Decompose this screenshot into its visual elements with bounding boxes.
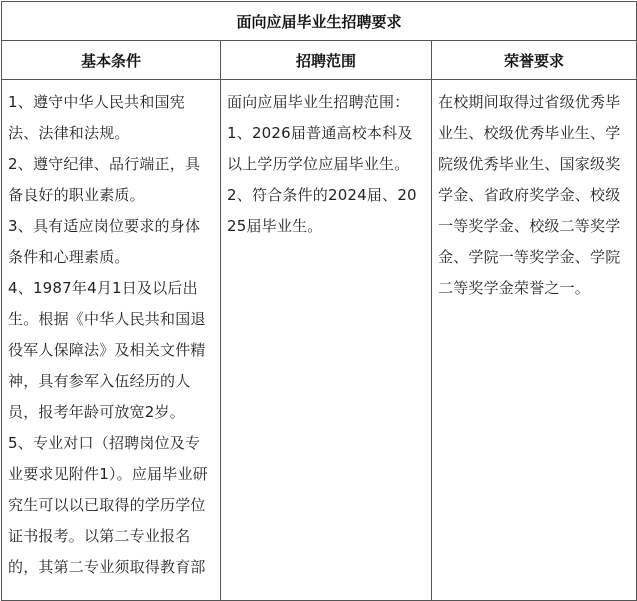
header-row <box>2 41 637 80</box>
basic-condition-item: 1、遵守中华人民共和国宪法、法律和法规。 <box>8 93 185 142</box>
header-recruitment-scope: 招聘范围 <box>221 41 432 80</box>
honor-item: 在校期间取得过省级优秀毕业生、校级优秀毕业生、学院级优秀毕业生、国家级奖学金、省政府奖学金、校级一等奖学金、校级二等奖学金、学院一等奖学金、学院二等奖学金荣誉之一。 <box>438 93 621 297</box>
basic-condition-item: 5、专业对口（招聘岗位及专业要求见附件1）。应届毕业研究生可以以已取得的学历学位证书报考。以第二专业报名的，其第二专业须取得教育部 <box>8 434 208 576</box>
honor-requirements-cell <box>432 80 637 601</box>
basic-condition-item: 4、1987年4月1日及以后出生。根据《中华人民共和国退役军人保障法》及相关文件精神，具有参军入伍经历的人员，报考年龄可放宽2岁。 <box>8 279 206 421</box>
basic-condition-item: 2、遵守纪律、品行端正，具备良好的职业素质。 <box>8 155 201 204</box>
scope-item: 2、符合条件的2024届、2025届毕业生。 <box>227 186 417 235</box>
scope-item: 面向应届毕业生招聘范围： <box>227 93 410 111</box>
scope-item: 1、2026届普通高校本科及以上学历学位应届毕业生。 <box>227 124 413 173</box>
title-row <box>2 2 637 41</box>
header-basic-conditions: 基本条件 <box>2 41 221 80</box>
requirements-table <box>1 1 637 601</box>
basic-conditions-cell <box>2 80 221 601</box>
table-title: 面向应届毕业生招聘要求 <box>2 2 637 41</box>
recruitment-scope-cell <box>221 80 432 601</box>
content-row <box>2 80 637 601</box>
basic-condition-item: 3、具有适应岗位要求的身体条件和心理素质。 <box>8 217 201 266</box>
header-honor-requirements: 荣誉要求 <box>432 41 637 80</box>
